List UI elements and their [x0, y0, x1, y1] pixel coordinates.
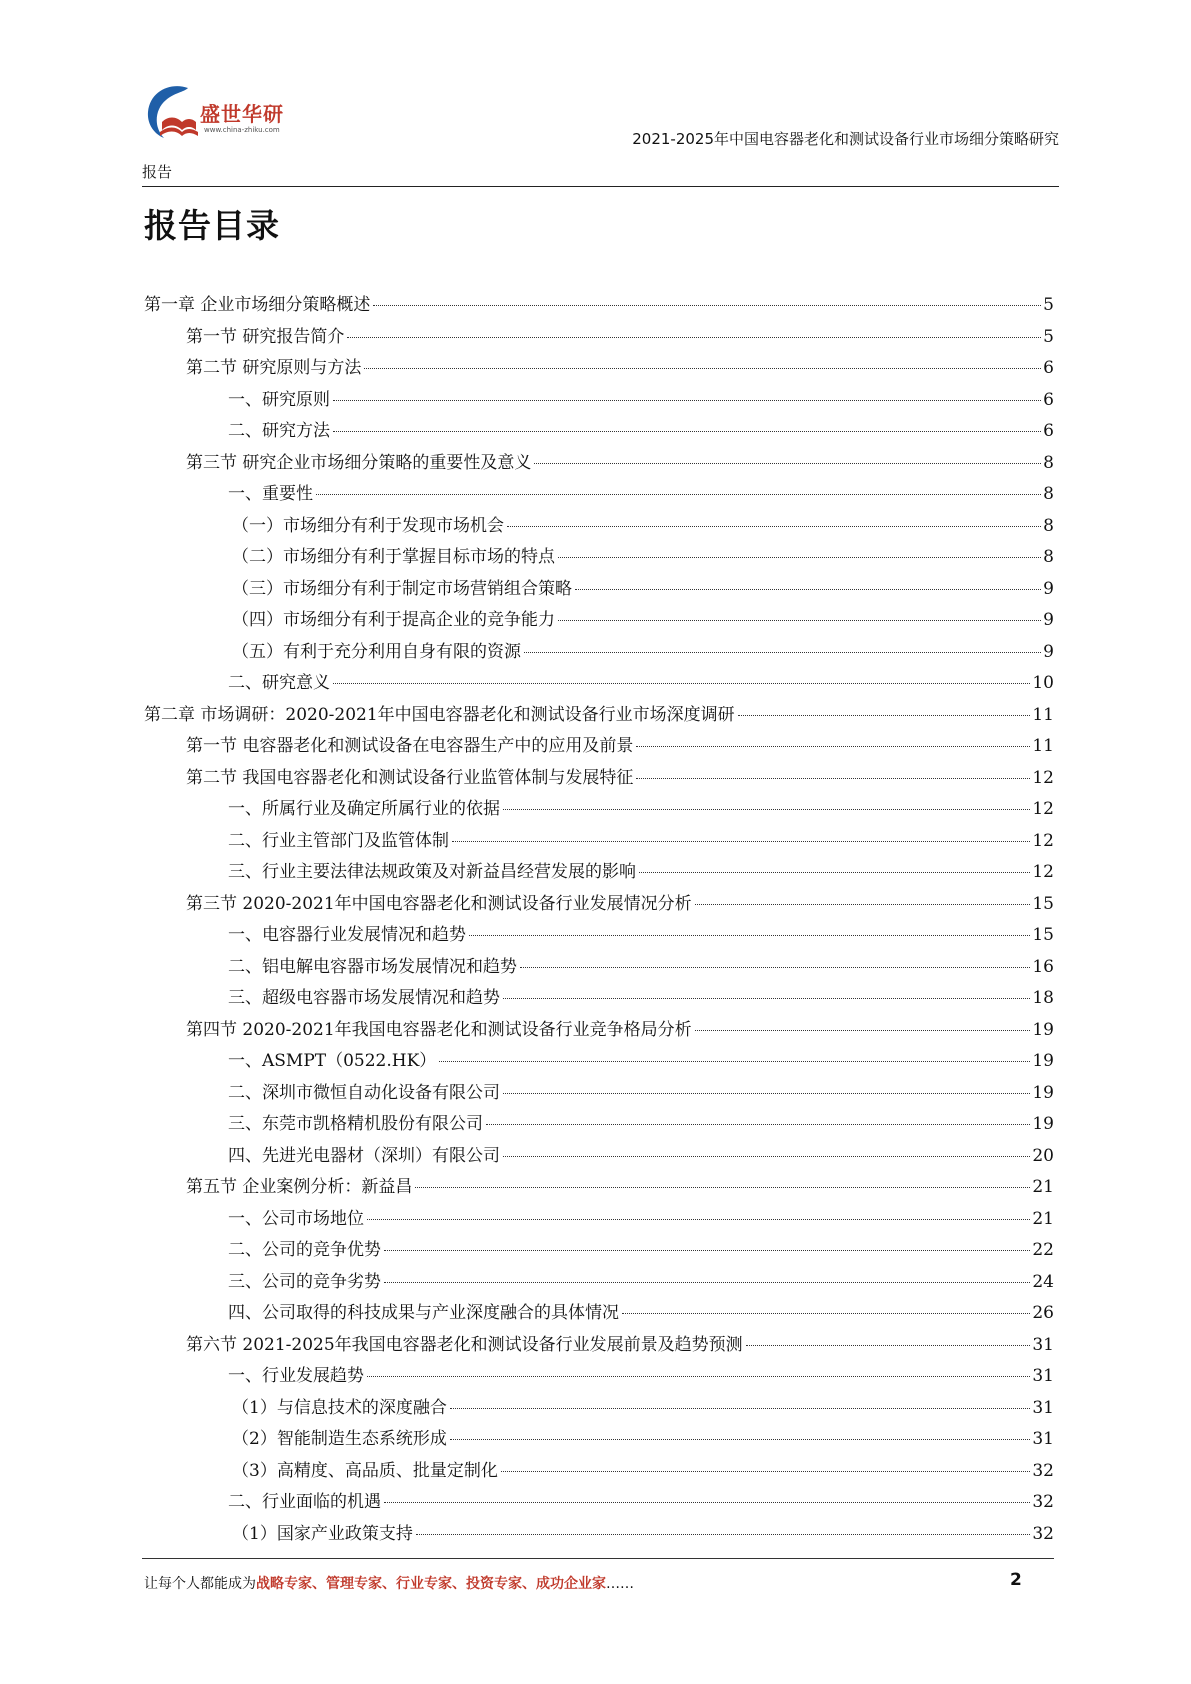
page-number: 2 [1010, 1570, 1022, 1590]
toc-entry-label: 一、ASMPT（0522.HK） [228, 1051, 437, 1071]
toc-leader-dots [415, 1187, 1030, 1188]
toc-leader-dots [695, 1030, 1031, 1031]
toc-entry-label: （2）智能制造生态系统形成 [232, 1429, 447, 1449]
toc-entry-page: 22 [1032, 1240, 1054, 1260]
toc-leader-dots [636, 746, 1030, 747]
toc-entry[interactable] [144, 416, 1054, 448]
toc-entry-label: （三）市场细分有利于制定市场营销组合策略 [232, 578, 572, 599]
toc-entry-page: 21 [1032, 1208, 1054, 1229]
toc-entry[interactable] [144, 574, 1054, 606]
toc-entry-page: 6 [1043, 421, 1054, 441]
toc-leader-dots [695, 904, 1031, 905]
toc-entry[interactable] [144, 1519, 1054, 1551]
toc-entry-label: （1）国家产业政策支持 [232, 1523, 413, 1544]
toc-entry-label: 一、所属行业及确定所属行业的依据 [228, 799, 500, 819]
toc-entry[interactable] [144, 1172, 1054, 1204]
toc-entry-label: 一、行业发展趋势 [228, 1366, 364, 1386]
toc-leader-dots [558, 620, 1041, 621]
toc-entry-label: （1）与信息技术的深度融合 [232, 1397, 447, 1418]
toc-entry-page: 19 [1032, 1051, 1054, 1071]
toc-entry[interactable] [144, 385, 1054, 417]
toc-entry-label: 四、先进光电器材（深圳）有限公司 [228, 1145, 500, 1166]
toc-leader-dots [520, 967, 1030, 968]
toc-entry[interactable] [144, 1330, 1054, 1362]
toc-entry-label: 三、超级电容器市场发展情况和趋势 [228, 988, 500, 1008]
toc-entry-label: （二）市场细分有利于掌握目标市场的特点 [232, 547, 555, 567]
toc-entry-page: 31 [1032, 1366, 1054, 1386]
footer-slogan-prefix: 让每个人都能成为 [144, 1576, 256, 1592]
toc-entry-page: 8 [1043, 484, 1054, 504]
toc-entry-page: 12 [1032, 830, 1054, 851]
toc-leader-dots [503, 998, 1030, 999]
toc-entry-page: 16 [1032, 956, 1054, 977]
toc-leader-dots [364, 368, 1041, 369]
toc-entry-label: 第四节 2020-2021年我国电容器老化和测试设备行业竞争格局分析 [186, 1019, 692, 1040]
toc-entry-label: 一、公司市场地位 [228, 1208, 364, 1229]
toc-entry[interactable] [144, 1046, 1054, 1078]
toc-entry[interactable] [144, 542, 1054, 574]
toc-entry[interactable] [144, 763, 1054, 795]
toc-entry-label: （一）市场细分有利于发现市场机会 [232, 515, 504, 536]
toc-entry[interactable] [144, 353, 1054, 385]
toc-entry-page: 8 [1043, 547, 1054, 567]
toc-leader-dots [333, 683, 1030, 684]
toc-entry[interactable] [144, 983, 1054, 1015]
toc-entry-page: 15 [1032, 893, 1054, 914]
toc-leader-dots [469, 935, 1030, 936]
toc-entry-label: 四、公司取得的科技成果与产业深度融合的具体情况 [228, 1303, 619, 1323]
toc-entry[interactable] [144, 1267, 1054, 1299]
toc-entry-page: 20 [1032, 1145, 1054, 1166]
toc-entry-page: 12 [1032, 862, 1054, 882]
header-logo [142, 80, 322, 150]
toc-entry-page: 15 [1032, 925, 1054, 945]
toc-entry-label: 一、研究原则 [228, 389, 330, 410]
toc-entry[interactable] [144, 889, 1054, 921]
toc-entry-page: 6 [1043, 389, 1054, 410]
toc-entry[interactable] [144, 1487, 1054, 1519]
footer-slogan-highlight: 战略专家、管理专家、行业专家、投资专家、成功企业家 [256, 1576, 606, 1592]
toc-entry-label: 一、电容器行业发展情况和趋势 [228, 925, 466, 945]
toc-entry-page: 5 [1043, 326, 1054, 347]
toc-leader-dots [373, 305, 1041, 306]
toc-entry[interactable] [144, 1424, 1054, 1456]
toc-leader-dots [439, 1061, 1030, 1062]
toc-entry-page: 12 [1032, 767, 1054, 788]
toc-entry-label: 二、公司的竞争优势 [228, 1240, 381, 1260]
toc-entry-label: 二、行业主管部门及监管体制 [228, 830, 449, 851]
toc-leader-dots [384, 1502, 1030, 1503]
toc-entry-label: 第三节 研究企业市场细分策略的重要性及意义 [186, 452, 532, 473]
toc-entry-label: 第二章 市场调研：2020-2021年中国电容器老化和测试设备行业市场深度调研 [144, 704, 735, 725]
toc-entry-page: 19 [1032, 1082, 1054, 1103]
toc-entry-label: 第二节 我国电容器老化和测试设备行业监管体制与发展特征 [186, 767, 634, 788]
toc-leader-dots [450, 1408, 1031, 1409]
toc-entry[interactable] [144, 1361, 1054, 1393]
toc-entry-page: 5 [1043, 295, 1054, 315]
toc-entry[interactable] [144, 637, 1054, 669]
toc-entry-page: 32 [1032, 1492, 1054, 1512]
footer-divider [142, 1558, 1054, 1559]
logo-book-icon [142, 80, 202, 146]
toc-entry[interactable] [144, 1298, 1054, 1330]
toc-leader-dots [486, 1124, 1030, 1125]
toc-entry-label: 第三节 2020-2021年中国电容器老化和测试设备行业发展情况分析 [186, 893, 692, 914]
toc-entry-label: 二、行业面临的机遇 [228, 1492, 381, 1512]
toc-entry[interactable] [144, 1393, 1054, 1425]
toc-entry-label: （3）高精度、高品质、批量定制化 [232, 1460, 498, 1481]
toc-entry[interactable] [144, 1141, 1054, 1173]
toc-entry-page: 9 [1043, 578, 1054, 599]
toc-entry-label: 第一节 研究报告简介 [186, 326, 345, 347]
toc-leader-dots [501, 1471, 1031, 1472]
toc-entry-page: 8 [1043, 515, 1054, 536]
toc-leader-dots [367, 1376, 1030, 1377]
toc-entry-label: 二、铝电解电容器市场发展情况和趋势 [228, 956, 517, 977]
toc-entry-page: 24 [1032, 1271, 1054, 1292]
toc-entry-page: 8 [1043, 452, 1054, 473]
toc-leader-dots [503, 1093, 1030, 1094]
toc-entry-page: 19 [1032, 1019, 1054, 1040]
toc-entry-page: 26 [1032, 1303, 1054, 1323]
toc-entry-page: 31 [1032, 1334, 1054, 1355]
toc-entry[interactable] [144, 605, 1054, 637]
toc-leader-dots [367, 1219, 1030, 1220]
toc-entry-label: 第六节 2021-2025年我国电容器老化和测试设备行业发展前景及趋势预测 [186, 1334, 743, 1355]
toc-entry[interactable] [144, 511, 1054, 543]
toc-entry-label: 第一节 电容器老化和测试设备在电容器生产中的应用及前景 [186, 736, 634, 756]
toc-leader-dots [384, 1282, 1030, 1283]
toc-entry-page: 31 [1032, 1429, 1054, 1449]
toc-entry[interactable] [144, 479, 1054, 511]
toc-entry-label: 三、东莞市凯格精机股份有限公司 [228, 1114, 483, 1134]
toc-entry-page: 6 [1043, 358, 1054, 378]
toc-leader-dots [738, 715, 1031, 716]
footer-slogan [144, 1573, 634, 1593]
toc-entry-label: 三、公司的竞争劣势 [228, 1271, 381, 1292]
toc-leader-dots [384, 1250, 1030, 1251]
toc-entry-label: 一、重要性 [228, 484, 313, 504]
toc-entry[interactable] [144, 952, 1054, 984]
toc-entry[interactable] [144, 668, 1054, 700]
toc-entry-label: （五）有利于充分利用自身有限的资源 [232, 641, 521, 662]
toc-leader-dots [333, 431, 1041, 432]
toc-leader-dots [639, 872, 1030, 873]
toc-entry-page: 31 [1032, 1397, 1054, 1418]
toc-entry[interactable] [144, 857, 1054, 889]
toc-entry[interactable] [144, 448, 1054, 480]
toc-entry-page: 12 [1032, 799, 1054, 819]
brand-url: www.china-zhiku.com [204, 126, 280, 134]
toc-entry[interactable] [144, 920, 1054, 952]
toc-entry-page: 18 [1032, 988, 1054, 1008]
toc-entry[interactable] [144, 322, 1054, 354]
toc-entry-page: 9 [1043, 610, 1054, 630]
toc-entry[interactable] [144, 1456, 1054, 1488]
toc-leader-dots [416, 1534, 1031, 1535]
toc-entry[interactable] [144, 826, 1054, 858]
toc-entry[interactable] [144, 290, 1054, 322]
toc-entry-page: 21 [1032, 1177, 1054, 1197]
brand-name: 盛世华研 [200, 102, 284, 126]
header-divider [142, 186, 1059, 187]
toc-entry-page: 11 [1032, 704, 1054, 725]
toc-leader-dots [507, 526, 1041, 527]
toc-entry[interactable] [144, 1204, 1054, 1236]
toc-leader-dots [636, 778, 1030, 779]
toc-leader-dots [575, 589, 1041, 590]
toc-entry[interactable] [144, 1015, 1054, 1047]
page-title: 报告目录 [144, 206, 280, 245]
toc-entry-page: 32 [1032, 1460, 1054, 1481]
toc-leader-dots [746, 1345, 1031, 1346]
toc-entry-label: 第二节 研究原则与方法 [186, 358, 362, 378]
toc-entry-label: 第五节 企业案例分析：新益昌 [186, 1177, 413, 1197]
toc-entry-label: 二、深圳市微恒自动化设备有限公司 [228, 1082, 500, 1103]
toc-entry-page: 9 [1043, 641, 1054, 662]
toc-leader-dots [534, 463, 1041, 464]
toc-entry-label: （四）市场细分有利于提高企业的竞争能力 [232, 610, 555, 630]
toc-leader-dots [316, 494, 1041, 495]
toc-entry-page: 32 [1032, 1523, 1054, 1544]
toc-leader-dots [450, 1439, 1031, 1440]
toc-leader-dots [622, 1313, 1030, 1314]
toc-leader-dots [558, 557, 1041, 558]
table-of-contents [144, 290, 1054, 1550]
toc-leader-dots [333, 400, 1041, 401]
toc-entry[interactable] [144, 1109, 1054, 1141]
toc-entry[interactable] [144, 1078, 1054, 1110]
toc-entry-label: 三、行业主要法律法规政策及对新益昌经营发展的影响 [228, 862, 636, 882]
toc-entry-label: 二、研究方法 [228, 421, 330, 441]
footer-slogan-suffix: …… [606, 1576, 634, 1592]
toc-entry-label: 二、研究意义 [228, 673, 330, 693]
toc-leader-dots [503, 809, 1030, 810]
toc-entry-page: 10 [1032, 673, 1054, 693]
report-title: 2021-2025年中国电容器老化和测试设备行业市场细分策略研究 [632, 130, 1059, 148]
toc-leader-dots [503, 1156, 1030, 1157]
toc-leader-dots [347, 337, 1041, 338]
toc-entry[interactable] [144, 731, 1054, 763]
toc-entry-label: 第一章 企业市场细分策略概述 [144, 295, 371, 315]
toc-entry[interactable] [144, 794, 1054, 826]
toc-entry-page: 11 [1032, 736, 1054, 756]
toc-entry-page: 19 [1032, 1114, 1054, 1134]
toc-entry[interactable] [144, 1235, 1054, 1267]
toc-leader-dots [452, 841, 1030, 842]
report-subtitle: 报告 [142, 163, 173, 181]
toc-entry[interactable] [144, 700, 1054, 732]
toc-leader-dots [524, 652, 1041, 653]
